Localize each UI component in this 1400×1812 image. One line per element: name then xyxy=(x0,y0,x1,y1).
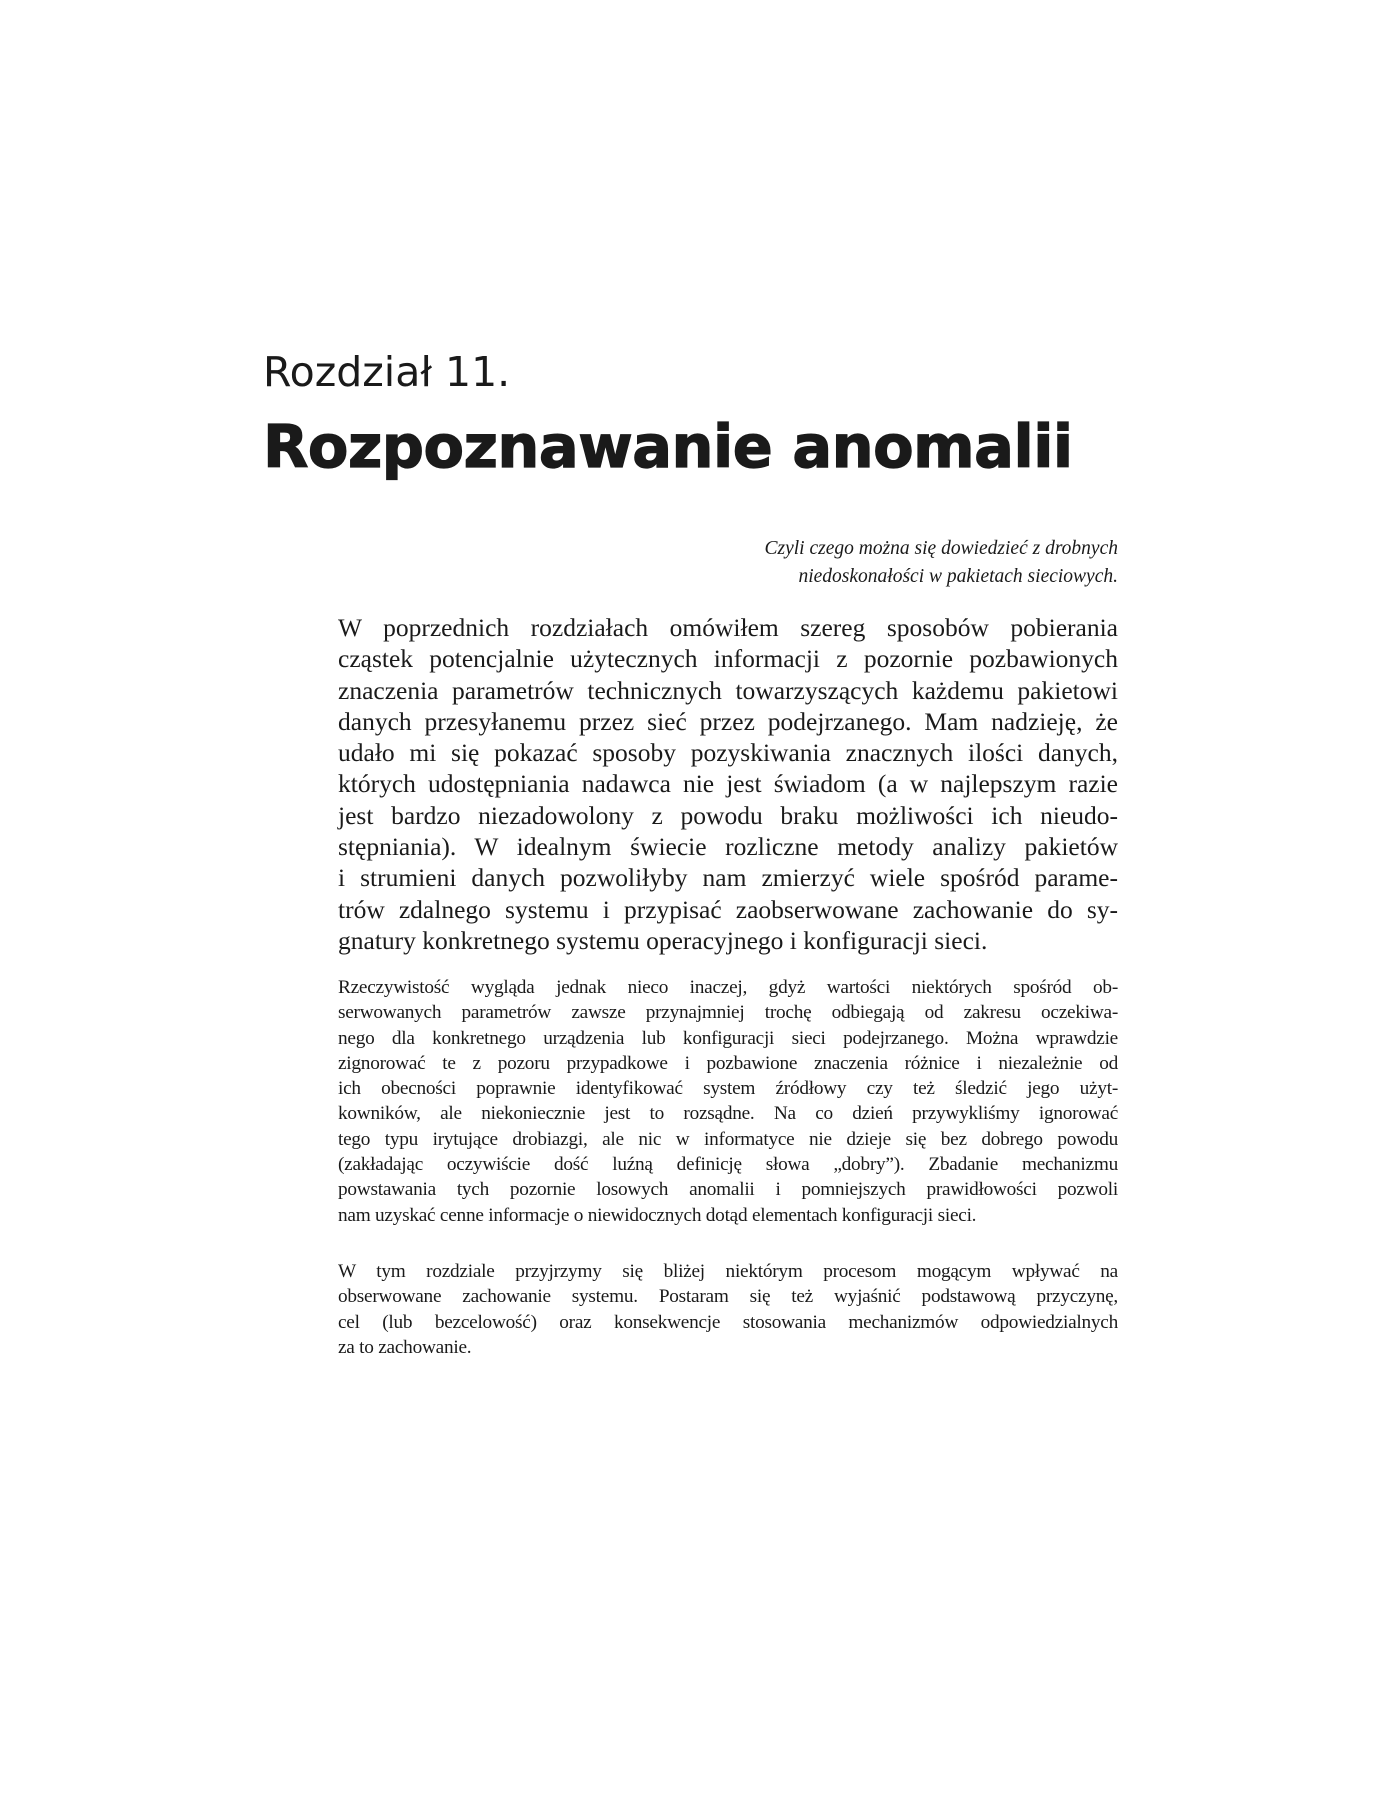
body-line: (zakładając oczywiście dość luźną definicję słowa „dobry”). Zbadanie mechanizmu xyxy=(338,1154,1118,1176)
epigraph-line: Czyli czego można się dowiedzieć z drobnych xyxy=(764,538,1118,559)
body-paragraph-2 xyxy=(338,1259,1118,1360)
body-line: kowników, ale niekoniecznie jest to rozsądne. Na co dzień przywykliśmy ignorować xyxy=(338,1103,1118,1125)
lead-line: stępniania). W idealnym świecie rozliczne metody analizy pakietów xyxy=(338,832,1118,862)
body-line: powstawania tych pozornie losowych anomalii i pomniejszych prawidłowości pozwoli xyxy=(338,1179,1118,1201)
body-line: ich obecności poprawnie identyfikować system źródłowy czy też śledzić jego użyt- xyxy=(338,1078,1118,1100)
body-line: nam uzyskać cenne informacje o niewidocznych dotąd elementach konfiguracji sieci. xyxy=(338,1204,977,1226)
body-paragraph-1 xyxy=(338,975,1118,1228)
body-line: nego dla konkretnego urządzenia lub konfiguracji sieci podejrzanego. Można wprawdzie xyxy=(338,1027,1118,1049)
body-line: Rzeczywistość wygląda jednak nieco inaczej, gdyż wartości niektórych spośród ob- xyxy=(338,977,1118,998)
lead-line: cząstek potencjalnie użytecznych informacji z pozornie pozbawionych xyxy=(338,644,1118,674)
body-line: W tym rozdziale przyjrzymy się bliżej niektórym procesom mogącym wpływać na xyxy=(338,1261,1118,1282)
body-line: obserwowane zachowanie systemu. Postaram się też wyjaśnić podstawową przyczynę, xyxy=(338,1286,1118,1308)
body-line: tego typu irytujące drobiazgi, ale nic w informatyce nie dzieje się bez dobrego powodu xyxy=(338,1128,1118,1150)
lead-line: W poprzednich rozdziałach omówiłem szereg sposobów pobierania xyxy=(338,613,1118,642)
lead-line: których udostępniania nadawca nie jest świadom (a w najlepszym razie xyxy=(338,769,1118,799)
body-line: cel (lub bezcelowość) oraz konsekwencje stosowania mechanizmów odpowiedzialnych xyxy=(338,1311,1118,1333)
chapter-label: Rozdział 11. xyxy=(263,348,511,396)
epigraph-line: niedoskonałości w pakietach sieciowych. xyxy=(798,566,1118,587)
lead-line: i strumieni danych pozwoliłyby nam zmierzyć wiele spośród parame- xyxy=(338,863,1118,893)
body-line: zignorować te z pozoru przypadkowe i pozbawione znaczenia różnice i niezależnie od xyxy=(338,1052,1118,1074)
lead-line: udało mi się pokazać sposoby pozyskiwania znacznych ilości danych, xyxy=(338,738,1118,768)
lead-line: trów zdalnego systemu i przypisać zaobserwowane zachowanie do sy- xyxy=(338,894,1118,924)
epigraph xyxy=(598,535,1118,591)
chapter-title: Rozpoznawanie anomalii xyxy=(263,412,1073,481)
lead-line: znaczenia parametrów technicznych towarzyszących każdemu pakietowi xyxy=(338,675,1118,705)
body-line: serwowanych parametrów zawsze przynajmniej trochę odbiegają od zakresu oczekiwa- xyxy=(338,1002,1118,1024)
lead-line: danych przesyłanemu przez sieć przez podejrzanego. Mam nadzieję, że xyxy=(338,706,1118,736)
lead-paragraph xyxy=(338,612,1118,956)
lead-line: gnatury konkretnego systemu operacyjnego i konfiguracji sieci. xyxy=(338,925,988,955)
body-line: za to zachowanie. xyxy=(338,1336,472,1358)
lead-line: jest bardzo niezadowolony z powodu braku możliwości ich nieudo- xyxy=(338,800,1118,830)
